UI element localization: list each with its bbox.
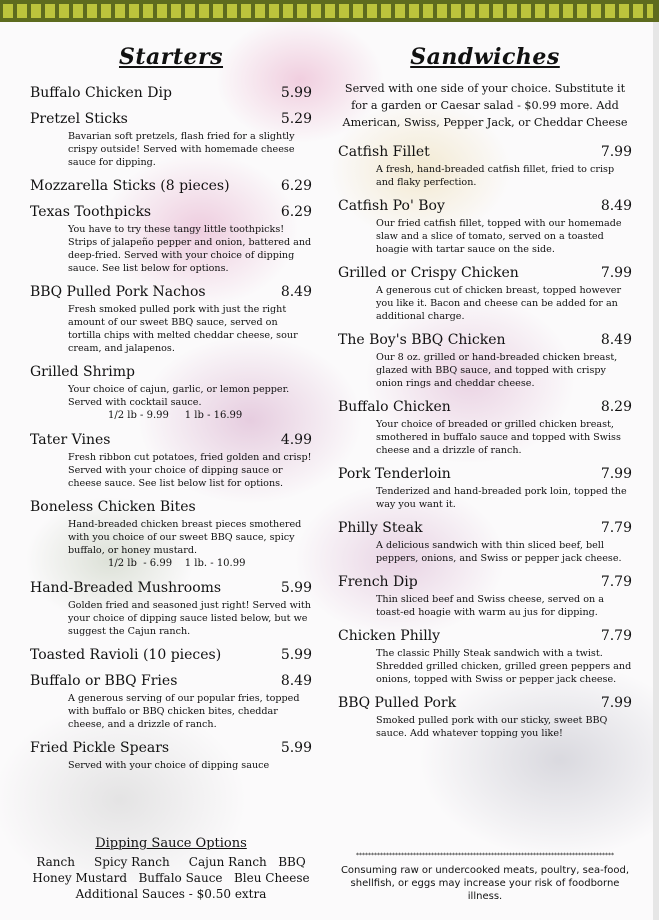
menu-item-name: Grilled Shrimp xyxy=(30,364,136,380)
menu-item-price: 8.29 xyxy=(600,399,632,415)
menu-item xyxy=(30,283,312,355)
dipping-sauce-title: Dipping Sauce Options xyxy=(95,836,247,851)
menu-item-price: 8.49 xyxy=(600,198,632,214)
menu-item-header xyxy=(338,398,632,416)
menu-item-description: A generous serving of our popular fries, topped with buffalo or BBQ chicken bites, cheddar cheese, and a drizzle of ranch. xyxy=(68,693,300,730)
warning-text: Consuming raw or undercooked meats, poultry, sea-food, shellfish, or eggs may increase your risk of foodborne illness. xyxy=(340,865,630,902)
menu-item-name: The Boy's BBQ Chicken xyxy=(338,332,506,348)
menu-item-name: Buffalo Chicken xyxy=(338,399,451,415)
menu-item-header xyxy=(30,498,312,516)
menu-item-name: Hand-Breaded Mushrooms xyxy=(30,580,222,596)
menu-item xyxy=(338,465,632,511)
starters-column xyxy=(30,44,312,780)
menu-item-price: 4.99 xyxy=(280,432,312,448)
menu-item-description: A fresh, hand-breaded catfish fillet, fried to crisp and flaky perfection. xyxy=(376,164,615,188)
menu-item-description: Hand-breaded chicken breast pieces smothered with you choice of our sweet BBQ sauce, spicy buffalo, or honey mustard. xyxy=(68,519,302,556)
menu-item xyxy=(30,84,312,102)
menu-item-header xyxy=(30,672,312,690)
menu-item-header xyxy=(338,197,632,215)
menu-item xyxy=(30,177,312,195)
menu-item-description: A generous cut of chicken breast, topped however you like it. Bacon and cheese can be added for an additional charge. xyxy=(376,285,622,322)
menu-item-description: The classic Philly Steak sandwich with a twist. Shredded grilled chicken, grilled green peppers and onions, topped with Swiss or pepper jack cheese. xyxy=(376,648,632,685)
dipping-sauce-extra: Additional Sauces - $0.50 extra xyxy=(75,887,267,901)
menu-item xyxy=(338,197,632,256)
menu-item-header xyxy=(30,110,312,128)
menu-item-name: Buffalo or BBQ Fries xyxy=(30,673,178,689)
menu-item-price: 7.99 xyxy=(600,144,632,160)
stars-divider: ************************************************************************************** xyxy=(356,852,614,859)
right-edge-strip xyxy=(653,22,659,920)
menu-item xyxy=(338,573,632,619)
sandwiches-heading: Sandwiches xyxy=(410,44,560,70)
menu-item xyxy=(338,519,632,565)
menu-item-name: Texas Toothpicks xyxy=(30,204,152,220)
menu-item-description: Fresh smoked pulled pork with just the right amount of our sweet BBQ sauce, served on tortilla chips with melted cheddar cheese, sour cream, and jalapenos. xyxy=(68,304,298,354)
sandwiches-intro: Served with one side of your choice. Substitute it for a garden or Caesar salad - $0.99 more. Add American, Swiss, Pepper Jack, or Cheddar Cheese xyxy=(342,82,628,129)
menu-item-price: 6.29 xyxy=(280,178,312,194)
menu-item-name: Buffalo Chicken Dip xyxy=(30,85,172,101)
menu-item-price: 5.99 xyxy=(280,647,312,663)
menu-item-description: Served with your choice of dipping sauce xyxy=(68,760,270,771)
menu-item-header xyxy=(338,264,632,282)
menu-item xyxy=(338,143,632,189)
menu-item xyxy=(338,398,632,457)
menu-item-price: 5.99 xyxy=(280,580,312,596)
starters-list xyxy=(30,84,312,772)
menu-item xyxy=(338,331,632,390)
menu-item-price: 8.49 xyxy=(280,284,312,300)
menu-item-header xyxy=(30,363,312,381)
menu-item-name: French Dip xyxy=(338,574,418,590)
top-border-bar xyxy=(0,0,659,22)
menu-item-price: 7.99 xyxy=(600,695,632,711)
menu-item-header xyxy=(30,84,312,102)
menu-item-header xyxy=(338,143,632,161)
food-safety-warning xyxy=(338,852,632,903)
menu-item-header xyxy=(338,694,632,712)
menu-item xyxy=(30,579,312,638)
menu-item xyxy=(30,646,312,664)
menu-item-name: Chicken Philly xyxy=(338,628,441,644)
menu-item-description: Your choice of cajun, garlic, or lemon pepper. Served with cocktail sauce. xyxy=(68,384,290,408)
menu-item-name: Pork Tenderloin xyxy=(338,466,451,482)
menu-item-description: Your choice of breaded or grilled chicken breast, smothered in buffalo sauce and topped with Swiss cheese and a drizzle of ranch. xyxy=(376,419,621,456)
menu-item-description: Our fried catfish fillet, topped with our homemade slaw and a slice of tomato, served on a toasted hoagie with tartar sauce on the side. xyxy=(376,218,622,255)
menu-item-name: Mozzarella Sticks (8 pieces) xyxy=(30,178,230,194)
menu-item xyxy=(338,694,632,740)
sandwiches-list xyxy=(338,143,632,740)
menu-item-description: Golden fried and seasoned just right! Served with your choice of dipping sauce listed below, but we suggest the Cajun ranch. xyxy=(68,600,311,637)
menu-item-size-prices: 1/2 lb - 9.99 1 lb - 16.99 xyxy=(108,410,243,421)
dipping-sauce-line: Ranch Spicy Ranch Cajun Ranch BBQ xyxy=(36,855,306,869)
menu-item xyxy=(30,203,312,275)
menu-item-price: 5.29 xyxy=(280,111,312,127)
menu-item-name: Boneless Chicken Bites xyxy=(30,499,196,515)
menu-item-header xyxy=(30,739,312,757)
menu-item-price: 8.49 xyxy=(600,332,632,348)
menu-item xyxy=(30,498,312,571)
menu-item-name: Toasted Ravioli (10 pieces) xyxy=(30,647,222,663)
menu-item-header xyxy=(30,203,312,221)
sandwiches-column xyxy=(338,44,632,748)
menu-item-header xyxy=(30,283,312,301)
menu-item-header xyxy=(30,177,312,195)
menu-item xyxy=(30,363,312,423)
menu-item-description: Our 8 oz. grilled or hand-breaded chicken breast, glazed with BBQ sauce, and topped with crispy onion rings and cheddar cheese. xyxy=(376,352,618,389)
menu-item xyxy=(338,627,632,686)
starters-heading: Starters xyxy=(118,44,224,70)
menu-item-price: 5.99 xyxy=(280,740,312,756)
menu-item-description: A delicious sandwich with thin sliced beef, bell peppers, onions, and Swiss or pepper jack cheese. xyxy=(376,540,622,564)
menu-item-name: Fried Pickle Spears xyxy=(30,740,170,756)
menu-item-price: 7.99 xyxy=(600,466,632,482)
dipping-sauce-line: Honey Mustard Buffalo Sauce Bleu Cheese xyxy=(32,871,310,885)
menu-item-name: Pretzel Sticks xyxy=(30,111,128,127)
decorative-squares xyxy=(3,4,653,18)
menu-item-price: 6.29 xyxy=(280,204,312,220)
menu-item-description: Fresh ribbon cut potatoes, fried golden and crisp! Served with your choice of dipping sauce or cheese sauce. See list below list for options. xyxy=(68,452,312,489)
menu-item-header xyxy=(30,431,312,449)
menu-item-name: BBQ Pulled Pork xyxy=(338,695,457,711)
menu-item-price: 7.79 xyxy=(600,574,632,590)
menu-item-price: 7.79 xyxy=(600,520,632,536)
menu-item-name: Catfish Fillet xyxy=(338,144,430,160)
dipping-sauce-section xyxy=(30,836,312,902)
menu-item-header xyxy=(338,573,632,591)
menu-item-description: You have to try these tangy little toothpicks! Strips of jalapeño pepper and onion, battered and deep-fried. Served with your choice of dipping sauce. See list below for options. xyxy=(68,224,312,274)
menu-item-description: Bavarian soft pretzels, flash fried for a slightly crispy outside! Served with homemade cheese sauce for dipping. xyxy=(68,131,295,168)
menu-item-size-prices: 1/2 lb - 6.99 1 lb. - 10.99 xyxy=(108,558,246,569)
menu-item-description: Smoked pulled pork with our sticky, sweet BBQ sauce. Add whatever topping you like! xyxy=(376,715,608,739)
menu-item xyxy=(30,431,312,490)
menu-item-header xyxy=(338,627,632,645)
menu-item-header xyxy=(338,519,632,537)
menu-item-header xyxy=(338,465,632,483)
menu-item xyxy=(30,672,312,731)
menu-item-name: Catfish Po' Boy xyxy=(338,198,445,214)
menu-item-price: 7.79 xyxy=(600,628,632,644)
menu-item xyxy=(30,739,312,772)
menu-item-name: BBQ Pulled Pork Nachos xyxy=(30,284,206,300)
menu-item-name: Philly Steak xyxy=(338,520,423,536)
menu-item-header xyxy=(30,646,312,664)
menu-item-name: Grilled or Crispy Chicken xyxy=(338,265,519,281)
menu-item-description: Thin sliced beef and Swiss cheese, served on a toast-ed hoagie with warm au jus for dipping. xyxy=(376,594,604,618)
menu-item-description: Tenderized and hand-breaded pork loin, topped the way you want it. xyxy=(376,486,627,510)
menu-item xyxy=(338,264,632,323)
menu-item-price: 8.49 xyxy=(280,673,312,689)
menu-item-name: Tater Vines xyxy=(30,432,111,448)
menu-item-price: 5.99 xyxy=(280,85,312,101)
menu-item xyxy=(30,110,312,169)
menu-item-header xyxy=(338,331,632,349)
menu-item-price: 7.99 xyxy=(600,265,632,281)
menu-item-header xyxy=(30,579,312,597)
